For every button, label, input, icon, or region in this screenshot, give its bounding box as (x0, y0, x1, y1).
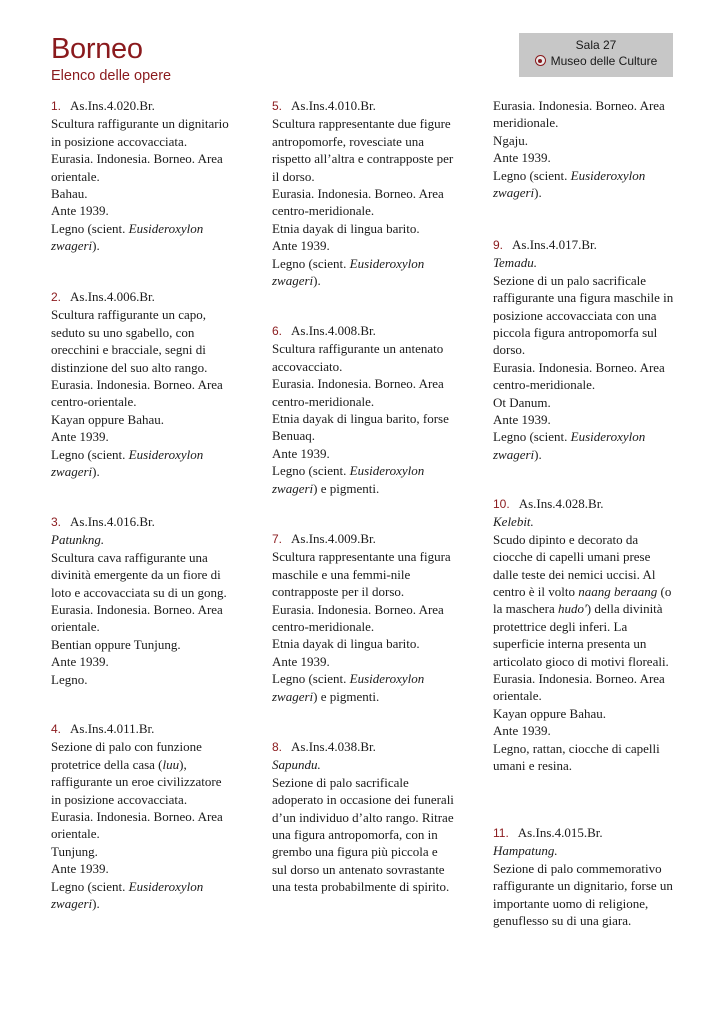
entry-inventory: As.Ins.4.038.Br. (291, 739, 376, 754)
entry-name: Kelebit. (493, 514, 534, 530)
page-title: Borneo (51, 33, 143, 65)
entry-date: Ante 1939. (493, 412, 551, 428)
entry-inventory: As.Ins.4.015.Br. (517, 825, 603, 840)
material-species: Eusideroxylon zwageri (51, 220, 204, 254)
entry-origin: Eurasia. Indonesia. Borneo. Area orientale. (51, 151, 223, 184)
material-text: Legno (scient. (272, 671, 350, 687)
entry-description: Scultura raffigurante un antenato accovacciato. (272, 341, 444, 374)
material-species: Eusideroxylon zwageri (493, 167, 646, 201)
entry-material (272, 670, 454, 705)
catalog-entry-4 (51, 720, 233, 912)
entry-name: Hampatung. (493, 843, 558, 859)
entry-origin: Eurasia. Indonesia. Borneo. Area centro-meridionale. (272, 186, 444, 219)
entry-heading (51, 288, 233, 306)
material-text-end: ). (534, 446, 542, 462)
material-species: Eusideroxylon zwageri (51, 446, 204, 480)
entry-number: 4. (51, 722, 62, 736)
entry-date: Ante 1939. (272, 445, 330, 461)
entry-description: Sezione di un palo sacrificale raffigurante una figura maschile in posizione accovacciata con una piccola figura antropomorfa sul dorso. (493, 272, 674, 358)
entry-material (51, 878, 233, 913)
entry-origin: Eurasia. Indonesia. Borneo. Area orientale. (493, 671, 665, 704)
entry-material (272, 255, 454, 290)
material-text: Legno (scient. (493, 429, 571, 445)
description-term: luu (162, 756, 180, 772)
entry-inventory: As.Ins.4.010.Br. (291, 98, 376, 113)
entry-heading (51, 720, 233, 738)
entry-number: 7. (272, 532, 283, 546)
entry-people: Ngaju. (493, 132, 529, 148)
material-species: Eusideroxylon zwageri (272, 463, 425, 496)
entry-inventory: As.Ins.4.011.Br. (70, 721, 155, 736)
entry-number: 2. (51, 290, 62, 304)
entry-inventory: As.Ins.4.017.Br. (512, 237, 597, 252)
entry-people: Ot Danum. (493, 394, 551, 410)
entry-description (493, 531, 675, 670)
material-text: Legno (scient. (51, 446, 129, 462)
entry-number: 9. (493, 238, 504, 252)
entry-date: Ante 1939. (493, 723, 551, 739)
material-text-end: ). (92, 238, 100, 254)
entry-description: Scultura raffigurante un capo, seduto su uno sgabello, con orecchini e bracciale, segni di distinzione del suo alto rango. (51, 307, 208, 375)
material-text: Legno (scient. (272, 463, 350, 479)
material-text-end: ). (92, 896, 100, 912)
entry-origin: Eurasia. Indonesia. Borneo. Area orientale. (51, 809, 223, 842)
catalog-entry-5 (272, 97, 454, 289)
entry-number: 11. (493, 826, 509, 840)
description-text: Scudo dipinto e decorato da ciocche di capelli umani prese dalle teste dei nemici uccisi. Al centro è il volto (493, 531, 656, 600)
entry-heading (493, 236, 675, 254)
catalog-entry-11 (493, 824, 675, 929)
entry-heading (272, 97, 454, 115)
entry-origin: Eurasia. Indonesia. Borneo. Area centro-orientale. (51, 377, 223, 410)
entry-date: Ante 1939. (272, 238, 330, 254)
material-text: Legno (scient. (493, 167, 571, 183)
target-icon (535, 55, 546, 66)
entry-people: Kayan oppure Bahau. (493, 705, 606, 721)
material-species: Eusideroxylon zwageri (272, 255, 425, 289)
entry-name: Sapundu. (272, 757, 321, 773)
sala-number: Sala 27 (575, 38, 617, 52)
entry-heading (272, 738, 454, 756)
entry-heading (493, 824, 675, 842)
entry-origin: Eurasia. Indonesia. Borneo. Area centro-meridionale. (272, 376, 444, 409)
entry-material (51, 220, 233, 255)
entry-people: Etnia dayak di lingua barito. (272, 220, 420, 236)
entry-description: Scultura rappresentante due figure antropomorfe, rovesciate una rispetto all’altra e contrapposte per il dorso. (272, 116, 454, 184)
entry-heading (272, 322, 454, 340)
entry-description: Scultura rappresentante una figura maschile e una femmi-nile contrapposte per il dorso. (272, 549, 451, 600)
entry-origin: Eurasia. Indonesia. Borneo. Area centro-meridionale. (272, 601, 444, 635)
entry-material (493, 428, 675, 463)
material-species: Eusideroxylon zwageri (51, 878, 204, 912)
entry-name: Patunkng. (51, 532, 105, 548)
entry-inventory: As.Ins.4.016.Br. (70, 514, 155, 529)
material-text-end: ). (534, 185, 542, 201)
entry-material (493, 167, 675, 202)
entry-people: Bahau. (51, 186, 88, 202)
description-text: Sezione di palo con funzione protetrice della casa ( (51, 739, 202, 772)
material-text-end: ). (313, 273, 321, 289)
description-text: (o la maschera (493, 584, 672, 617)
description-text-end: ) della divinità protettrice degli inferi. La superficie interna presenta un articolato gioco di motivi floreali. (493, 601, 669, 669)
entry-inventory: As.Ins.4.006.Br. (70, 289, 155, 304)
entry-people: Bentian oppure Tunjung. (51, 636, 181, 652)
museo-label (519, 53, 673, 69)
description-text-end: ), raffigurante un eroe civilizzatore in posizione accovacciata. (51, 756, 222, 807)
entry-inventory: As.Ins.4.020.Br. (70, 98, 155, 113)
entry-number: 3. (51, 515, 62, 529)
entry-description: Scultura raffigurante un dignitario in posizione accovacciata. (51, 116, 229, 149)
material-species: Eusideroxylon zwageri (493, 429, 646, 462)
catalog-entry-8 (272, 738, 454, 896)
sala-badge (519, 33, 673, 77)
entry-material: Legno. (51, 671, 88, 687)
entry-date: Ante 1939. (272, 653, 330, 669)
entry-people: Kayan oppure Bahau. (51, 411, 164, 427)
entry-people: Etnia dayak di lingua barito. (272, 636, 420, 652)
entry-heading (272, 530, 454, 548)
entry-number: 6. (272, 324, 283, 338)
material-text: Legno (scient. (272, 255, 350, 271)
entry-origin: Eurasia. Indonesia. Borneo. Area centro-meridionale. (493, 359, 665, 393)
material-text-end: ) e pigmenti. (313, 480, 380, 496)
entry-heading (493, 495, 675, 513)
entry-name: Temadu. (493, 255, 537, 271)
catalog-entry-9 (493, 236, 675, 463)
catalog-entry-2 (51, 288, 233, 480)
entry-description: Sezione di palo sacrificale adoperato in occasione dei funerali d’un individuo d’alto rango. Ritrae una figura antropomorfa, con in grembo una figura più piccola e sul dorso un antenato sovrastante una testa probabilmente di spirito. (272, 774, 454, 895)
catalog-entry-3 (51, 513, 233, 688)
entry-material (51, 446, 233, 481)
entry-date: Ante 1939. (493, 150, 551, 166)
entry-description (51, 738, 233, 808)
catalog-entry-7 (272, 530, 454, 705)
entry-date: Ante 1939. (51, 203, 109, 219)
material-text: Legno (scient. (51, 878, 129, 894)
entry-number: 5. (272, 99, 283, 113)
material-text: Legno (scient. (51, 220, 129, 236)
entry-origin: Eurasia. Indonesia. Borneo. Area meridionale. (493, 98, 665, 131)
entry-description: Scultura cava raffigurante una divinità emergente da un fiore di loto e accovacciata su di un gong. (51, 549, 227, 600)
material-text-end: ). (92, 464, 100, 480)
museo-name: Museo delle Culture (550, 54, 658, 68)
entry-number: 10. (493, 497, 510, 511)
catalog-entry-6 (272, 322, 454, 497)
entry-heading (51, 97, 233, 115)
entry-heading (51, 513, 233, 531)
description-term: hudo' (557, 601, 587, 617)
entry-inventory: As.Ins.4.009.Br. (291, 531, 376, 546)
entry-people: Tunjung. (51, 843, 98, 859)
entry-date: Ante 1939. (51, 429, 109, 445)
material-species: Eusideroxylon zwageri (272, 671, 425, 704)
catalog-entry-1 (51, 97, 233, 255)
entry-inventory: As.Ins.4.028.Br. (518, 496, 604, 511)
description-term: naang beraang (578, 584, 658, 600)
entry-date: Ante 1939. (51, 654, 109, 670)
material-text-end: ) e pigmenti. (313, 688, 380, 704)
page-subtitle: Elenco delle opere (51, 68, 172, 84)
catalog-entry-8-continued (493, 97, 675, 201)
entry-date: Ante 1939. (51, 861, 109, 877)
entry-origin: Eurasia. Indonesia. Borneo. Area orientale. (51, 602, 223, 635)
entry-description: Sezione di palo commemorativo raffigurante un dignitario, forse un importante uomo di religione, genuflesso su di una giara. (493, 860, 673, 929)
entry-material (272, 462, 454, 497)
catalog-entry-10 (493, 495, 675, 775)
entry-number: 8. (272, 740, 283, 754)
entry-people: Etnia dayak di lingua barito, forse Benuaq. (272, 411, 449, 444)
entry-number: 1. (51, 99, 62, 113)
entry-inventory: As.Ins.4.008.Br. (291, 323, 376, 338)
entry-material: Legno, rattan, ciocche di capelli umani e resina. (493, 740, 660, 774)
